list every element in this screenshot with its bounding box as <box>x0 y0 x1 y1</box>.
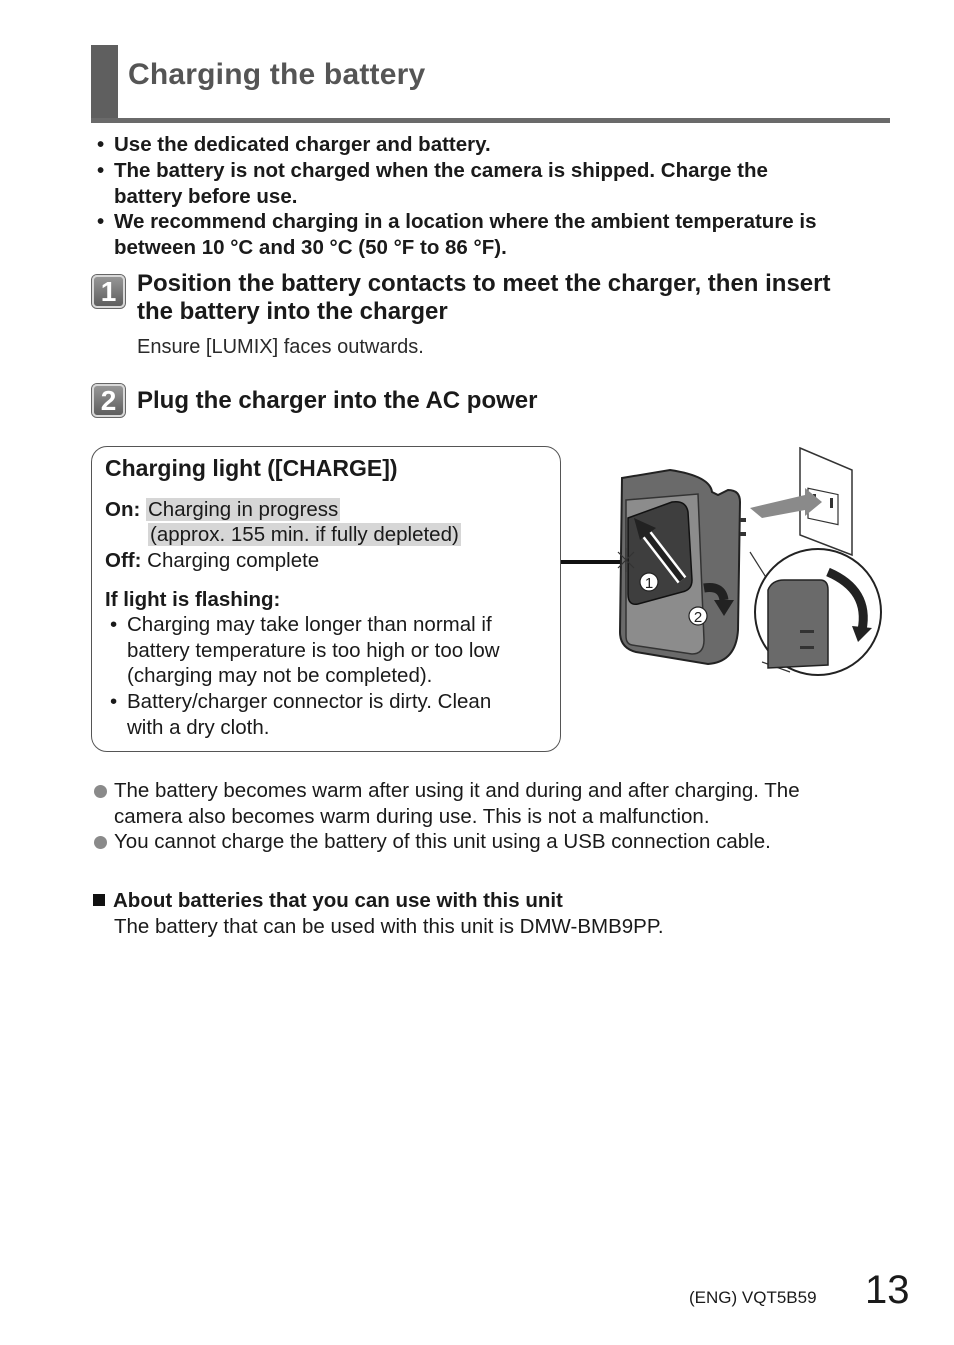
charging-off-row <box>105 548 319 574</box>
charger-illustration <box>600 440 890 685</box>
note-bullet-icon <box>94 836 107 849</box>
step-1-number-badge: 1 <box>92 275 125 308</box>
on-text: Charging in progress <box>148 498 339 521</box>
step-1-heading: Position the battery contacts to meet the charger, then insert the battery into the charger <box>137 270 831 325</box>
off-text: Charging complete <box>147 549 320 572</box>
charging-light-title: Charging light ([CHARGE]) <box>105 455 398 481</box>
page-title: Charging the battery <box>128 58 426 91</box>
note-bullet-icon <box>94 785 107 798</box>
on-duration-text: (approx. 155 min. if fully depleted) <box>150 523 459 546</box>
intro-bullet: • Use the dedicated charger and battery. <box>97 133 491 156</box>
square-bullet-icon <box>93 894 105 906</box>
flashing-heading: If light is flashing: <box>105 588 281 611</box>
step-2-heading: Plug the charger into the AC power <box>137 387 538 414</box>
note-item: You cannot charge the battery of this unit using a USB connection cable. <box>94 829 884 855</box>
page-number: 13 <box>865 1268 910 1312</box>
note-item: The battery becomes warm after using it and during and after charging. The camera also becomes warm during use. This is not a malfunction. <box>94 778 884 829</box>
on-label: On: <box>105 498 141 521</box>
flashing-item: • Charging may take longer than normal if battery temperature is too high or too low (charging may not be completed). <box>110 613 500 687</box>
charging-on-row <box>105 497 340 523</box>
about-batteries-text: The battery that can be used with this unit is DMW-BMB9PP. <box>114 915 664 938</box>
illustration-label-1: 1 <box>644 575 654 592</box>
charging-on-row-2 <box>148 522 461 548</box>
zoom-detail-graphic <box>755 549 881 675</box>
step-1-note: Ensure [LUMIX] faces outwards. <box>137 336 424 358</box>
intro-bullet: • We recommend charging in a location where the ambient temperature is between 10 °C and 30 °C (50 °F to 86 °F). <box>97 210 817 259</box>
title-accent-block <box>91 45 118 121</box>
intro-bullet: • The battery is not charged when the camera is shipped. Charge the battery before use. <box>97 159 768 208</box>
footer-doc-code: (ENG) VQT5B59 <box>689 1288 817 1307</box>
off-label: Off: <box>105 549 142 572</box>
step-2-number-badge: 2 <box>92 384 125 417</box>
about-batteries-heading: About batteries that you can use with this unit <box>93 889 563 913</box>
title-underline <box>91 118 890 123</box>
charger-body-graphic <box>620 470 746 664</box>
flashing-item: • Battery/charger connector is dirty. Clean with a dry cloth. <box>110 690 492 739</box>
illustration-label-2: 2 <box>693 609 703 626</box>
